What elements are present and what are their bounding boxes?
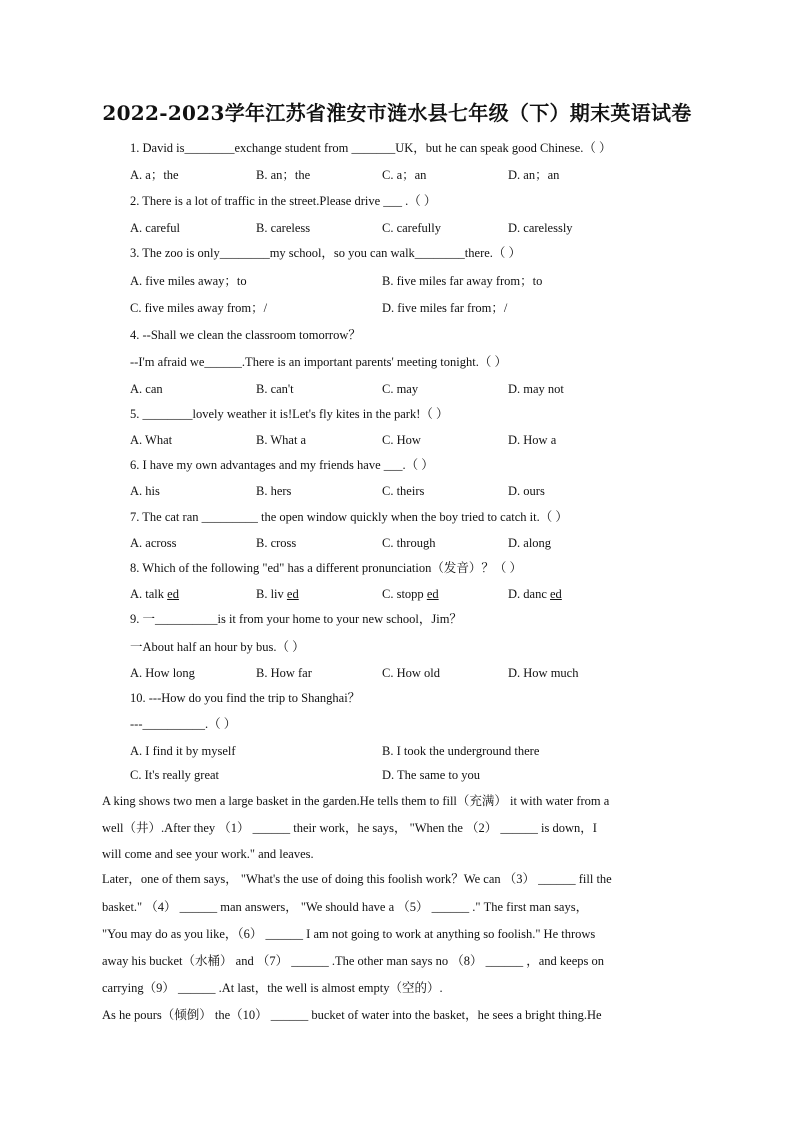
question-9-stem-reply: 一About half an hour by bus.（ ） — [130, 640, 305, 654]
question-4-stem: 4. --Shall we clean the classroom tomorrow？ — [130, 328, 361, 342]
q7-option-a[interactable]: A. across — [130, 536, 177, 550]
q6-option-c[interactable]: C. theirs — [382, 484, 425, 498]
q8-option-a[interactable] — [130, 586, 179, 602]
q9-option-d[interactable]: D. How much — [508, 666, 579, 680]
passage-line-9: As he pours（倾倒） the（10） ______ bucket of water into the basket，he sees a bright thing.He — [102, 1008, 602, 1022]
page-title: 2022-2023学年江苏省淮安市涟水县七年级（下）期末英语试卷 — [102, 101, 692, 125]
q10-option-b[interactable]: B. I took the underground there — [382, 744, 540, 758]
question-4-stem-reply: --I'm afraid we______.There is an important parents' meeting tonight.（ ） — [130, 355, 507, 369]
q1-option-b[interactable]: B. an；the — [256, 168, 311, 182]
q9-option-b[interactable]: B. How far — [256, 666, 312, 680]
question-8-stem: 8. Which of the following "ed" has a different pronunciation（发音）？（ ） — [130, 561, 522, 575]
q5-option-b[interactable]: B. What a — [256, 433, 307, 447]
q8-option-b-underlined: ed — [286, 587, 299, 601]
q2-option-d[interactable]: D. carelessly — [508, 221, 573, 235]
q7-option-b[interactable]: B. cross — [256, 536, 297, 550]
q7-option-d[interactable]: D. along — [508, 536, 552, 550]
passage-line-3: will come and see your work." and leaves. — [102, 847, 314, 861]
q2-option-c[interactable]: C. carefully — [382, 221, 442, 235]
q4-option-a[interactable]: A. can — [130, 382, 163, 396]
question-7-stem: 7. The cat ran _________ the open window quickly when the boy tried to catch it.（ ） — [130, 510, 568, 524]
q8-option-b-prefix: B. liv — [256, 587, 287, 601]
q4-option-b[interactable]: B. can't — [256, 382, 294, 396]
passage-line-5: basket." （4） ______ man answers， "We should have a （5） ______ ." The first man says， — [102, 900, 589, 914]
q8-option-c-prefix: C. stopp — [382, 587, 427, 601]
passage-line-2: well（井）.After they （1） ______ their work，he says， "When the （2） ______ is down，I — [102, 821, 597, 835]
q8-option-a-underlined: ed — [167, 587, 179, 601]
q5-option-d[interactable]: D. How a — [508, 433, 557, 447]
question-2-stem: 2. There is a lot of traffic in the street.Please drive ___ .（ ） — [130, 194, 437, 208]
question-9-stem: 9. 一__________is it from your home to your new school，Jim？ — [130, 612, 462, 626]
q1-option-a[interactable]: A. a；the — [130, 168, 179, 182]
q2-option-b[interactable]: B. careless — [256, 221, 311, 235]
question-6-stem: 6. I have my own advantages and my friends have ___.（ ） — [130, 458, 434, 472]
q1-option-d[interactable]: D. an；an — [508, 168, 560, 182]
q3-option-d[interactable]: D. five miles far from；/ — [382, 301, 508, 315]
q10-option-d[interactable]: D. The same to you — [382, 768, 481, 782]
q8-option-d[interactable] — [508, 586, 562, 602]
passage-line-6: "You may do as you like，（6） ______ I am not going to work at anything so foolish." He throws — [102, 927, 596, 941]
q6-option-a[interactable]: A. his — [130, 484, 160, 498]
q6-option-d[interactable]: D. ours — [508, 484, 545, 498]
q9-option-a[interactable]: A. How long — [130, 666, 195, 680]
q8-option-d-prefix: D. danc — [508, 587, 550, 601]
question-5-stem: 5. ________lovely weather it is!Let's fly kites in the park!（ ） — [130, 407, 449, 421]
q10-option-a[interactable]: A. I find it by myself — [130, 744, 236, 758]
q8-option-c[interactable] — [382, 586, 439, 602]
q3-option-a[interactable]: A. five miles away；to — [130, 274, 247, 288]
q3-option-c[interactable]: C. five miles away from；/ — [130, 301, 268, 315]
q3-option-b[interactable]: B. five miles far away from；to — [382, 274, 543, 288]
q1-option-c[interactable]: C. a；an — [382, 168, 427, 182]
passage-line-4: Later，one of them says， "What's the use of doing this foolish work？We can （3） ______ fill the — [102, 872, 612, 886]
q6-option-b[interactable]: B. hers — [256, 484, 292, 498]
q5-option-c[interactable]: C. How — [382, 433, 421, 447]
passage-line-1: A king shows two men a large basket in the garden.He tells them to fill（充满） it with water from a — [102, 794, 610, 808]
q10-option-c[interactable]: C. It's really great — [130, 768, 220, 782]
q8-option-a-prefix: A. talk — [130, 587, 168, 601]
q8-option-b[interactable] — [256, 586, 299, 602]
q4-option-c[interactable]: C. may — [382, 382, 419, 396]
q4-option-d[interactable]: D. may not — [508, 382, 564, 396]
question-3-stem: 3. The zoo is only________my school，so you can walk________there.（ ） — [130, 246, 522, 260]
q7-option-c[interactable]: C. through — [382, 536, 436, 550]
passage-line-8: carrying（9） ______ .At last，the well is almost empty（空的）. — [102, 981, 443, 995]
q2-option-a[interactable]: A. careful — [130, 221, 180, 235]
question-1-stem: 1. David is________exchange student from _______UK，but he can speak good Chinese.（ ） — [130, 141, 612, 155]
q5-option-a[interactable]: A. What — [130, 433, 173, 447]
question-10-stem: 10. ---How do you find the trip to Shanghai？ — [130, 691, 361, 705]
question-10-stem-reply: ---__________.（ ） — [130, 717, 237, 731]
q8-option-d-underlined: ed — [550, 587, 562, 601]
q8-option-c-underlined: ed — [426, 587, 439, 601]
passage-line-7: away his bucket（水桶） and （7） ______ .The other man says no （8） ______ ，and keeps on — [102, 954, 605, 968]
q9-option-c[interactable]: C. How old — [382, 666, 440, 680]
